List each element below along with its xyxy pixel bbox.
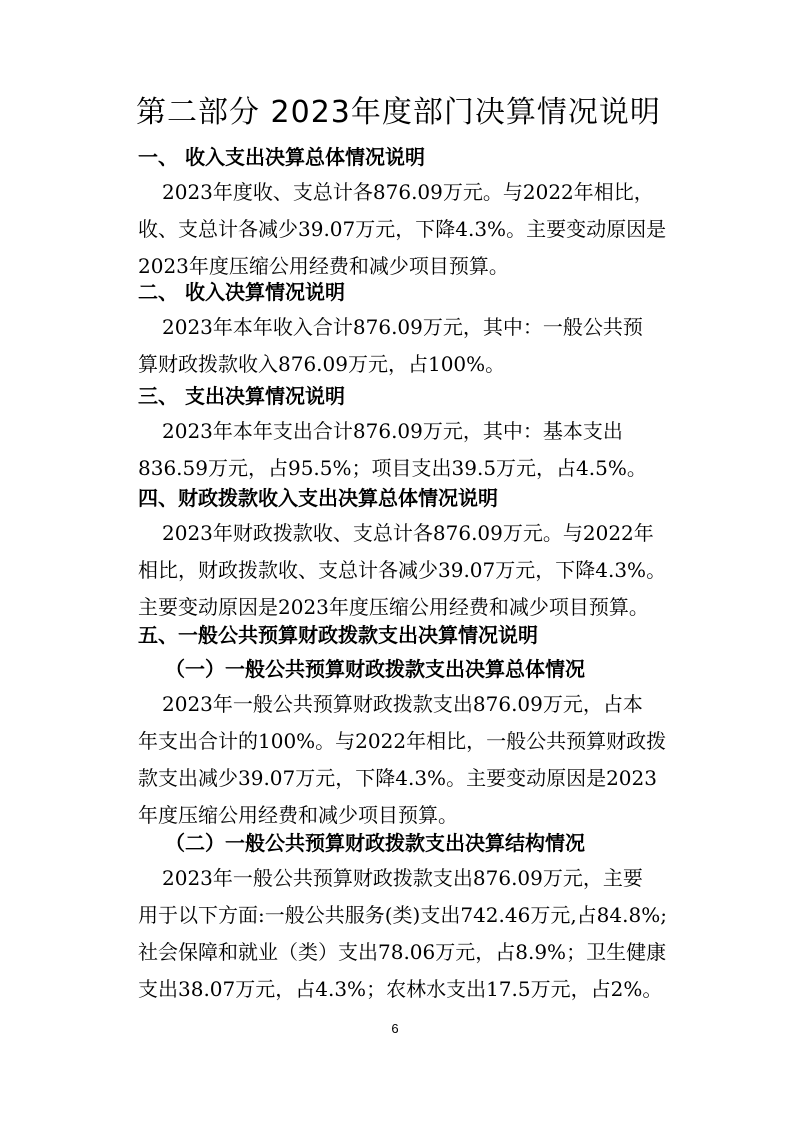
section-heading-1: 一、 收入支出决算总体情况说明	[138, 145, 425, 169]
paragraph-line: 2023年一般公共预算财政拨款支出876.09万元，主要	[162, 866, 643, 890]
section-heading-2: 二、 收入决算情况说明	[138, 280, 345, 304]
paragraph-line: 款支出减少39.07万元，下降4.3%。主要变动原因是2023	[138, 766, 657, 790]
subsection-heading-2: （二）一般公共预算财政拨款支出决算结构情况	[165, 831, 585, 855]
section-heading-4: 四、财政拨款收入支出决算总体情况说明	[138, 486, 498, 510]
paragraph-line: 2023年本年收入合计876.09万元，其中：一般公共预	[162, 315, 643, 339]
paragraph-line: 836.59万元，占95.5%；项目支出39.5万元，占4.5%。	[138, 456, 647, 480]
paragraph-line: 年度压缩公用经费和减少项目预算。	[138, 803, 458, 827]
paragraph-line: 2023年一般公共预算财政拨款支出876.09万元，占本	[162, 692, 643, 716]
paragraph-line: 年支出合计的100%。与2022年相比，一般公共预算财政拨	[138, 729, 667, 753]
paragraph-line: 收、支总计各减少39.07万元，下降4.3%。主要变动原因是	[138, 217, 667, 241]
paragraph-line: 相比，财政拨款收、支总计各减少39.07万元，下降4.3%。	[138, 558, 667, 582]
paragraph-line: 算财政拨款收入876.09万元，占100%。	[138, 352, 506, 376]
subsection-heading-1: （一）一般公共预算财政拨款支出决算总体情况	[165, 657, 585, 681]
paragraph-line: 2023年度压缩公用经费和减少项目预算。	[138, 254, 509, 278]
section-paragraph-1	[138, 174, 678, 285]
paragraph-line: 支出38.07万元，占4.3%；农林水支出17.5万元，占2%。	[138, 977, 663, 1001]
section-heading-3: 三、 支出决算情况说明	[138, 384, 345, 408]
subsection-paragraph-1	[138, 686, 678, 834]
subsection-paragraph-2	[138, 860, 678, 1008]
paragraph-line: 2023年财政拨款收、支总计各876.09万元。与2022年	[162, 521, 654, 545]
section-heading-5: 五、一般公共预算财政拨款支出决算情况说明	[138, 623, 538, 647]
section-paragraph-3	[138, 413, 678, 487]
section-paragraph-2	[138, 309, 678, 383]
paragraph-line: 主要变动原因是2023年度压缩公用经费和减少项目预算。	[138, 595, 649, 619]
section-paragraph-4	[138, 515, 678, 626]
paragraph-line: 社会保障和就业（类）支出78.06万元，占8.9%；卫生健康	[138, 940, 667, 964]
paragraph-line: 用于以下方面:一般公共服务(类)支出742.46万元,占84.8%;	[138, 903, 667, 927]
paragraph-line: 2023年本年支出合计876.09万元，其中：基本支出	[162, 419, 623, 443]
paragraph-line: 2023年度收、支总计各876.09万元。与2022年相比，	[162, 180, 654, 204]
page-title: 第二部分 2023年度部门决算情况说明	[136, 95, 661, 130]
page-number: 6	[391, 1021, 399, 1036]
